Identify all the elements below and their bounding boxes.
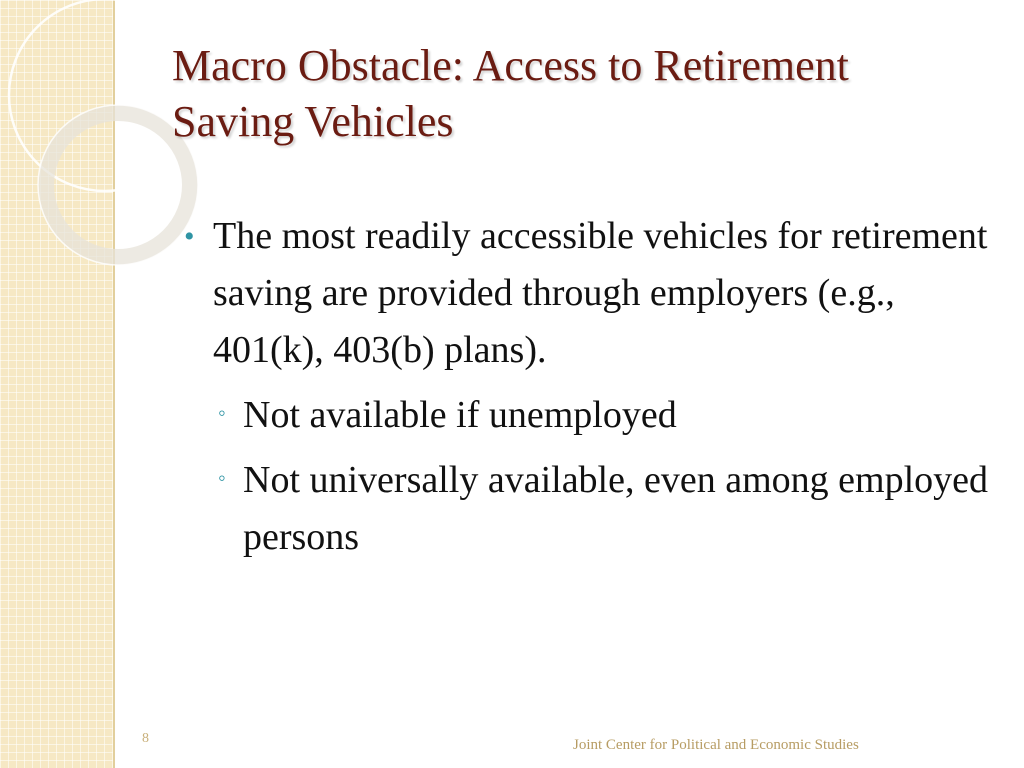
sub-bullet-text: Not universally available, even among employed persons [243, 459, 988, 558]
bullet-text: The most readily accessible vehicles for retirement saving are provided through employers (e.g., 401(k), 403(b) plans). [213, 215, 988, 371]
slide-content [184, 208, 1004, 566]
slide-title: Macro Obstacle: Access to Retirement Saving Vehicles [172, 41, 849, 146]
sub-bullet-text: Not available if unemployed [243, 394, 677, 436]
footer-organization: Joint Center for Political and Economic Studies [573, 737, 859, 753]
bullet-item [184, 208, 1004, 379]
slide-number: 8 [142, 731, 149, 746]
decorative-rings [0, 0, 200, 330]
sub-bullet-marker-icon: ◦ [218, 400, 226, 425]
sub-bullet-marker-icon: ◦ [218, 465, 226, 490]
sub-bullet-item [213, 387, 1004, 444]
sub-bullet-item [213, 452, 1004, 566]
bullet-marker-icon: • [184, 220, 195, 253]
